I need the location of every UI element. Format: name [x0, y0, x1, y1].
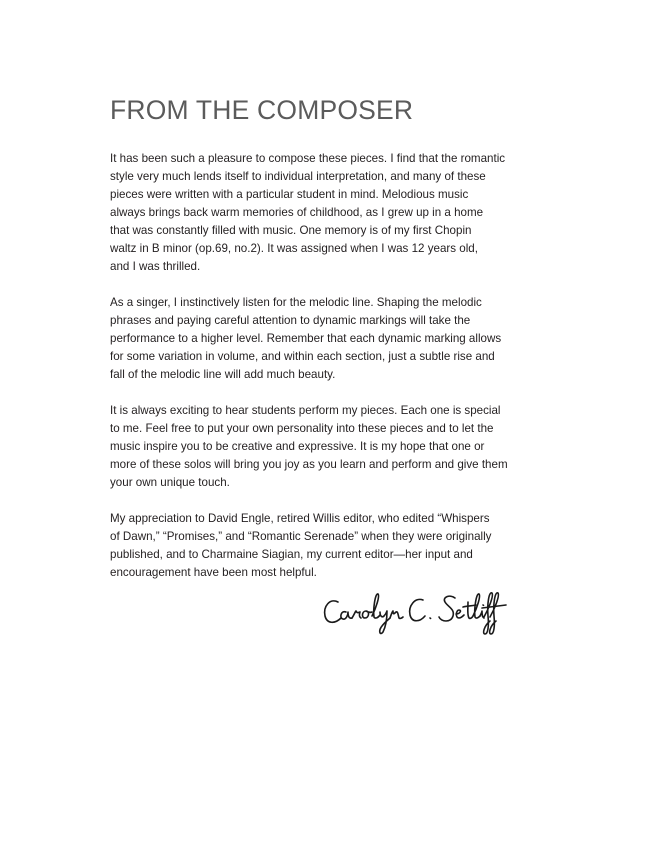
text-line: more of these solos will bring you joy as you learn and perform and give them — [110, 458, 508, 471]
body-text — [110, 150, 550, 600]
composer-signature — [322, 588, 532, 636]
paragraph-appreciation — [110, 510, 550, 582]
signature-icon — [322, 588, 532, 636]
text-line: encouragement have been most helpful. — [110, 566, 317, 579]
text-line: your own unique touch. — [110, 476, 230, 489]
paragraph-melodic-line — [110, 294, 550, 384]
text-line: pieces were written with a particular student in mind. Melodious music — [110, 188, 469, 201]
text-line: It is always exciting to hear students perform my pieces. Each one is special — [110, 404, 501, 417]
text-line: always brings back warm memories of childhood, as I grew up in a home — [110, 206, 484, 219]
paragraph-students — [110, 402, 550, 492]
text-line: style very much lends itself to individual interpretation, and many of these — [110, 170, 486, 183]
text-line: It has been such a pleasure to compose these pieces. I find that the romantic — [110, 152, 506, 165]
text-line: fall of the melodic line will add much beauty. — [110, 368, 336, 381]
text-line: performance to a higher level. Remember that each dynamic marking allows — [110, 332, 502, 345]
text-line: to me. Feel free to put your own personality into these pieces and to let the — [110, 422, 494, 435]
text-line: music inspire you to be creative and expressive. It is my hope that one or — [110, 440, 485, 453]
text-line: published, and to Charmaine Siagian, my current editor—her input and — [110, 548, 473, 561]
text-line: As a singer, I instinctively listen for the melodic line. Shaping the melodic — [110, 296, 482, 309]
text-line: and I was thrilled. — [110, 260, 201, 273]
text-line: My appreciation to David Engle, retired Willis editor, who edited “Whispers — [110, 512, 490, 525]
page-title: FROM THE COMPOSER — [110, 95, 414, 125]
text-line: for some variation in volume, and within each section, just a subtle rise and — [110, 350, 495, 363]
text-line: that was constantly filled with music. One memory is of my first Chopin — [110, 224, 472, 237]
paragraph-intro — [110, 150, 550, 276]
text-line: phrases and paying careful attention to dynamic markings will take the — [110, 314, 471, 327]
text-line: of Dawn,” “Promises,” and “Romantic Serenade” when they were originally — [110, 530, 492, 543]
text-line: waltz in B minor (op.69, no.2). It was assigned when I was 12 years old, — [110, 242, 478, 255]
